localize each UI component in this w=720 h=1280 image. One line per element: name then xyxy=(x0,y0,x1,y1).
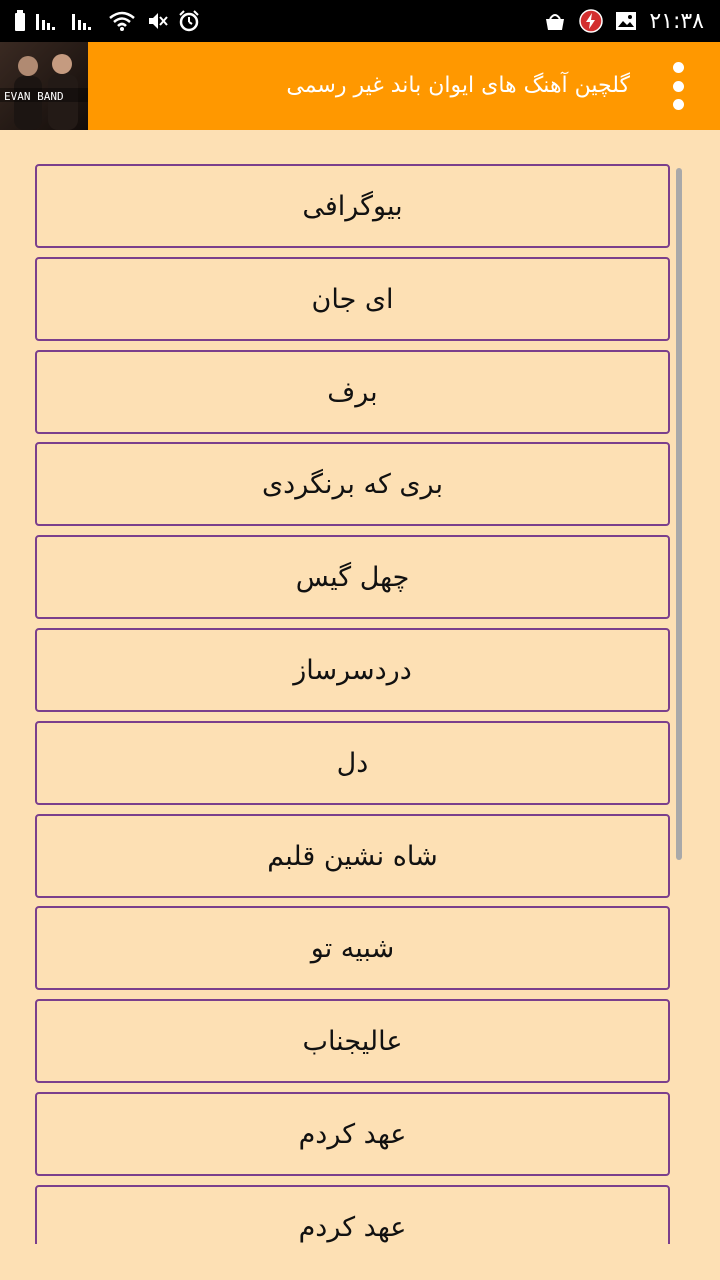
app-thumbnail xyxy=(0,42,88,130)
app-bar xyxy=(0,42,720,130)
list-item-label: ای جان xyxy=(311,283,394,315)
app-thumbnail-label: EVAN BAND xyxy=(4,90,64,103)
flash-icon xyxy=(579,9,603,33)
mute-icon xyxy=(146,10,168,32)
list-item-label: عالیجناب xyxy=(302,1025,403,1057)
status-left-icons xyxy=(14,0,200,42)
list-item[interactable] xyxy=(35,1092,670,1176)
list-item-label: دردسرساز xyxy=(293,654,412,686)
list-item[interactable] xyxy=(35,906,670,990)
sim-icon xyxy=(14,10,26,32)
list-item-label: شبیه تو xyxy=(310,932,395,964)
list-item[interactable] xyxy=(35,257,670,341)
scrollbar[interactable] xyxy=(676,168,682,860)
list-item[interactable] xyxy=(35,814,670,898)
song-list[interactable] xyxy=(35,164,674,1244)
list-item[interactable] xyxy=(35,442,670,526)
alarm-icon xyxy=(178,10,200,32)
list-item-label: بری که برنگردی xyxy=(262,468,443,500)
overflow-menu-icon[interactable] xyxy=(666,62,690,110)
list-item-label: بیوگرافی xyxy=(302,190,403,222)
app-title: گلچین آهنگ های ایوان باند غیر رسمی xyxy=(286,73,630,98)
list-item-label: برف xyxy=(327,376,378,408)
list-item[interactable] xyxy=(35,350,670,434)
list-item-label: عهد کردم xyxy=(298,1211,407,1243)
signal-icon xyxy=(72,10,98,32)
list-item-label: دل xyxy=(336,747,369,779)
list-item-label: شاه نشین قلبم xyxy=(267,840,438,872)
wifi-icon xyxy=(108,10,136,32)
list-item[interactable] xyxy=(35,164,670,248)
list-item-label: عهد کردم xyxy=(298,1118,407,1150)
list-item[interactable] xyxy=(35,1185,670,1244)
list-item[interactable] xyxy=(35,535,670,619)
shop-bag-icon xyxy=(543,9,567,33)
signal-icon xyxy=(36,10,62,32)
status-right-icons xyxy=(543,0,704,42)
status-bar xyxy=(0,0,720,42)
list-item[interactable] xyxy=(35,999,670,1083)
image-icon xyxy=(615,10,637,32)
status-time: ۲۱:۳۸ xyxy=(649,8,704,34)
list-item[interactable] xyxy=(35,721,670,805)
list-item[interactable] xyxy=(35,628,670,712)
list-item-label: چهل گیس xyxy=(295,561,410,593)
